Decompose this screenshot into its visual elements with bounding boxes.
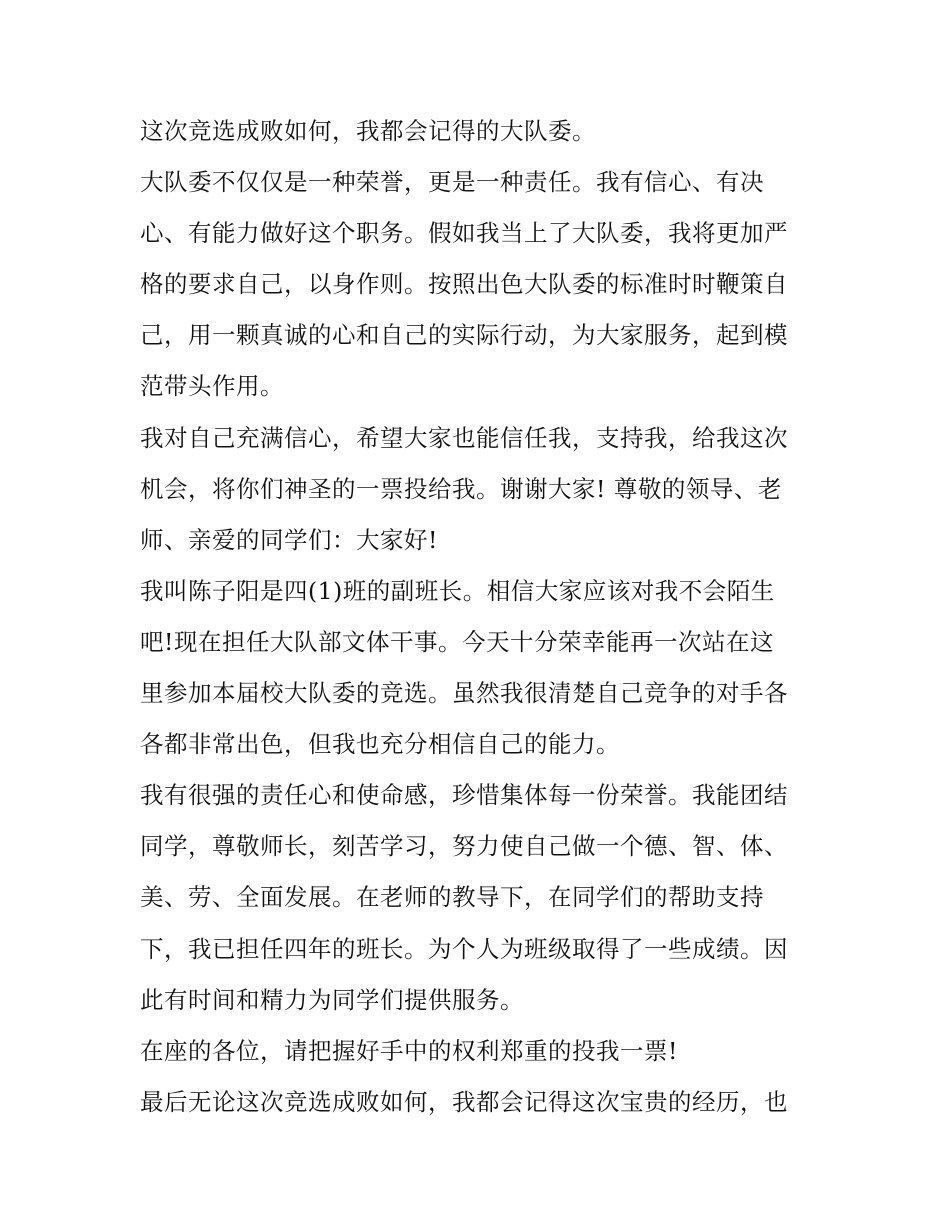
text-line: 大队委不仅仅是一种荣誉，更是一种责任。我有信心、有决 bbox=[140, 168, 764, 197]
text-line: 我叫陈子阳是四(1)班的副班长。相信大家应该对我不会陌生 bbox=[140, 576, 775, 605]
text-line: 在座的各位，请把握好手中的权利郑重的投我一票! bbox=[140, 1036, 678, 1065]
text-line: 师、亲爱的同学们：大家好! bbox=[140, 525, 438, 554]
text-line: 里参加本届校大队委的竞选。虽然我很清楚自己竞争的对手各 bbox=[140, 679, 788, 708]
text-line: 吧!现在担任大队部文体干事。今天十分荣幸能再一次站在这 bbox=[140, 627, 774, 656]
text-line: 同学，尊敬师长，刻苦学习，努力使自己做一个德、智、体、 bbox=[140, 832, 788, 861]
text-line: 我有很强的责任心和使命感，珍惜集体每一份荣誉。我能团结 bbox=[140, 781, 788, 810]
text-line: 心、有能力做好这个职务。假如我当上了大队委，我将更加严 bbox=[140, 219, 788, 248]
text-line: 各都非常出色，但我也充分相信自己的能力。 bbox=[140, 730, 620, 759]
text-line: 这次竞选成败如何，我都会记得的大队委。 bbox=[140, 117, 596, 145]
text-line: 格的要求自己，以身作则。按照出色大队委的标准时时鞭策自 bbox=[140, 270, 788, 299]
text-line: 最后无论这次竞选成败如何，我都会记得这次宝贵的经历，也 bbox=[140, 1087, 788, 1116]
text-line: 美、劳、全面发展。在老师的教导下，在同学们的帮助支持 bbox=[140, 883, 764, 912]
text-line: 机会，将你们神圣的一票投给我。谢谢大家! 尊敬的领导、老 bbox=[140, 474, 782, 503]
document-body bbox=[140, 106, 820, 1128]
text-line: 范带头作用。 bbox=[140, 372, 284, 401]
text-line: 下，我已担任四年的班长。为个人为班级取得了一些成绩。因 bbox=[140, 934, 788, 963]
text-line: 此有时间和精力为同学们提供服务。 bbox=[140, 985, 524, 1014]
text-line: 我对自己充满信心，希望大家也能信任我，支持我，给我这次 bbox=[140, 423, 788, 452]
text-line: 己，用一颗真诚的心和自己的实际行动，为大家服务，起到模 bbox=[140, 321, 788, 350]
